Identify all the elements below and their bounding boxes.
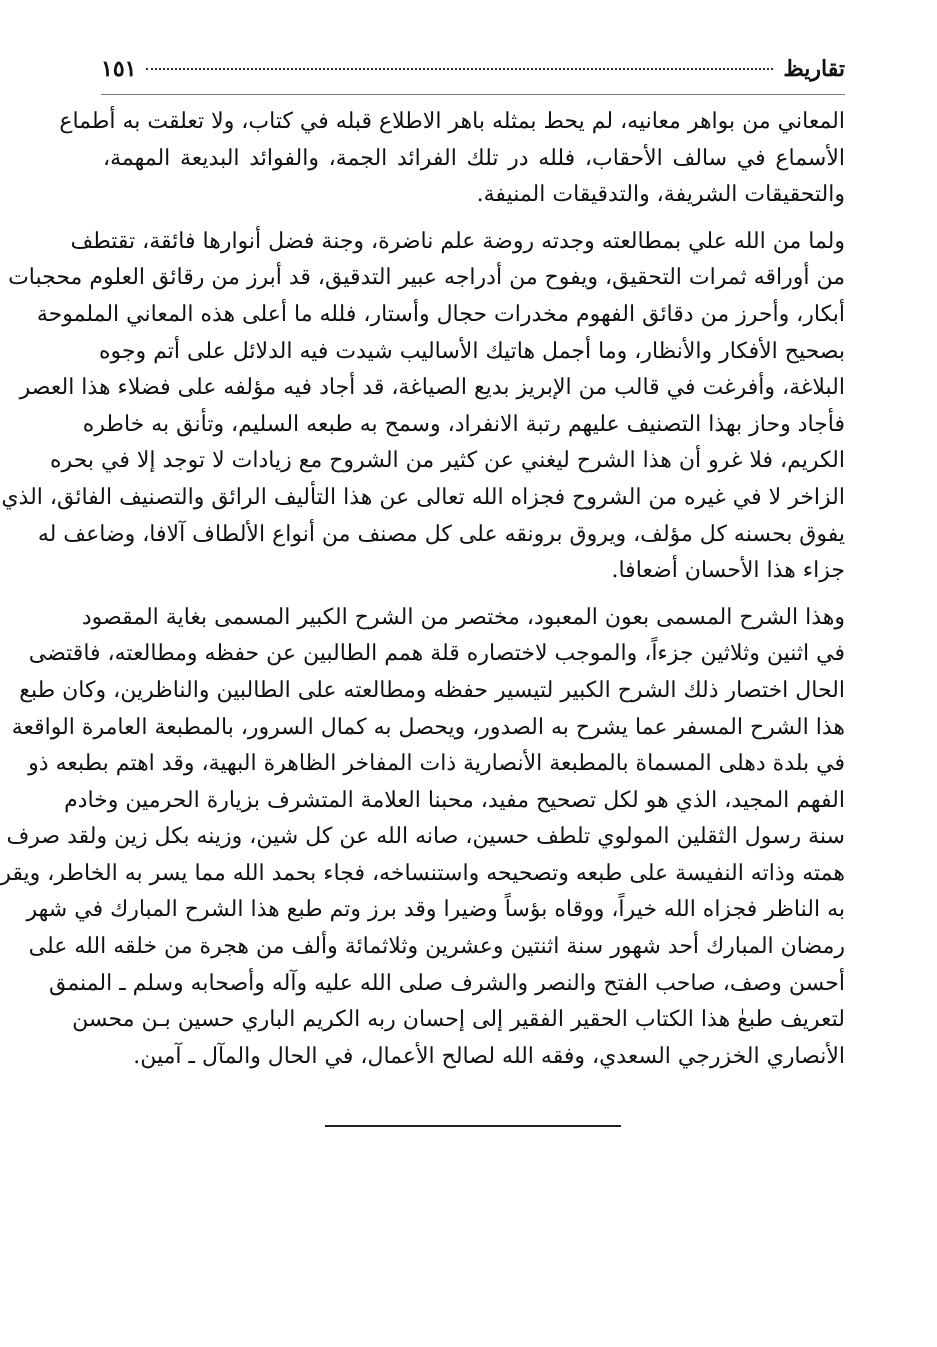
text-line: في بلدة دهلى المسماة بالمطبعة الأنصارية ذات المفاخر الظاهرة البهية، وقد اهتم بطبعه ذو xyxy=(28,751,845,777)
text-line: لتعريف طبعٰ هذا الكتاب الحقير الفقير إلى إحسان ربه الكريم الباري حسين بـن محسن xyxy=(72,1007,845,1033)
dotted-leader xyxy=(146,68,773,70)
text-line: جزاء هذا الأحسان أضعافا. xyxy=(611,558,845,584)
text-line: البلاغة، وأفرغت في قالب من الإبريز بديع الصياغة، قد أجاد فيه مؤلفه على فضلاء هذا العصر xyxy=(19,375,845,401)
text-line: الزاخر لا في غيره من الشروح فجزاه الله تعالى عن هذا التأليف الرائق والتصنيف الفائق، الذي xyxy=(1,484,845,510)
text-line: فأجاد وحاز بهذا التصنيف عليهم رتبة الانفراد، وسمح به طبعه السليم، وتأنق به خاطره xyxy=(82,411,845,437)
text-line: من أوراقه ثمرات التحقيق، ويفوح من أدراجه عبير التدقيق، قد أبرز من رقائق العلوم محجبات xyxy=(8,265,845,291)
header-rule xyxy=(101,94,845,95)
text-line: المعاني من بواهر معانيه، لم يحط بمثله باهر الاطلاع قبله في كتاب، ولا تعلقت به أطماع xyxy=(59,109,845,134)
text-line: الحال اختصار ذلك الشرح الكبير لتيسير حفظه ومطالعته على الطالبين والناظرين، وكان طبع xyxy=(19,677,845,703)
text-line: به الناظر فجزاه الله خيراً، ووقاه بؤساً وضيرا وقد برز وتم طبع هذا الشرح المبارك في شهر xyxy=(26,897,845,923)
paragraph-1 xyxy=(59,104,845,214)
text-line: الأسماع في سالف الأحقاب، فلله در تلك الفرائد الجمة، والفوائد البديعة المهمة، xyxy=(103,145,845,171)
text-line: همته وذاته النفيسة على طبعه وتصحيحه واستنساخه، فجاء بحمد الله مما يسر به الخاطر، ويقر xyxy=(0,860,845,886)
text-line: أبكار، وأحرز من دقائق الفهوم مخدرات حجال وأستار، فلله ما أعلى هذه المعاني الملموحة xyxy=(36,301,845,327)
text-line: الأنصاري الخزرجي السعدي، وفقه الله لصالح الأعمال، في الحال والمآل ـ آمين. xyxy=(133,1043,845,1069)
text-line: الفهم المجيد، الذي هو لكل تصحيح مفيد، محبنا العلامة المتشرف بزيارة الحرمين وخادم xyxy=(64,787,845,813)
text-line: الكريم، فلا غرو أن هذا الشرح ليغني عن كثير من الشروح مع زيادات لا توجد إلا في بحره xyxy=(50,448,845,474)
text-line: أحسن وصف، صاحب الفتح والنصر والشرف صلى الله عليه وآله وأصحابه وسلم ـ المنمق xyxy=(48,970,845,996)
text-line: ولما من الله علي بمطالعته وجدته روضة علم ناضرة، وجنة فضل أنوارها فائقة، تقتطف xyxy=(70,228,845,254)
text-line: سنة رسول الثقلين المولوي تلطف حسين، صانه الله عن كل شين، وزينه بكل زين ولقد صرف xyxy=(6,824,845,850)
running-header xyxy=(101,56,845,90)
paragraph-2 xyxy=(1,224,845,590)
text-line: يفوق بحسنه كل مؤلف، ويروق برونقه على كل مصنف من أنواع الألطاف آلافا، وضاعف له xyxy=(37,521,845,547)
text-line: في اثنين وثلاثين جزءاً، والموجب لاختصاره قلة همم الطالبين عن حفظه ومطالعته، فاقتضى xyxy=(28,641,845,667)
running-title: تقاريظ xyxy=(783,56,845,82)
page-number: ١٥١ xyxy=(101,56,137,82)
text-line: رمضان المبارك أحد شهور سنة اثنتين وعشرين وثلاثمائة وألف من هجرة من خلقه الله على xyxy=(28,934,845,960)
paragraph-3 xyxy=(0,600,845,1076)
text-line: وهذا الشرح المسمى بعون المعبود، مختصر من الشرح الكبير المسمى بغاية المقصود xyxy=(81,604,845,630)
text-line: هذا الشرح المسفر عما يشرح به الصدور، ويحصل به كمال السرور، بالمطبعة العامرة الواقعة xyxy=(11,714,845,740)
body-text xyxy=(0,104,845,1075)
end-rule xyxy=(325,1125,621,1127)
text-line: بصحيح الأفكار والأنظار، وما أجمل هاتيك الأساليب شيدت فيه الدلائل على أتم وجوه xyxy=(99,338,845,364)
text-line: والتحقيقات الشريفة، والتدقيقات المنيفة. xyxy=(476,182,845,208)
